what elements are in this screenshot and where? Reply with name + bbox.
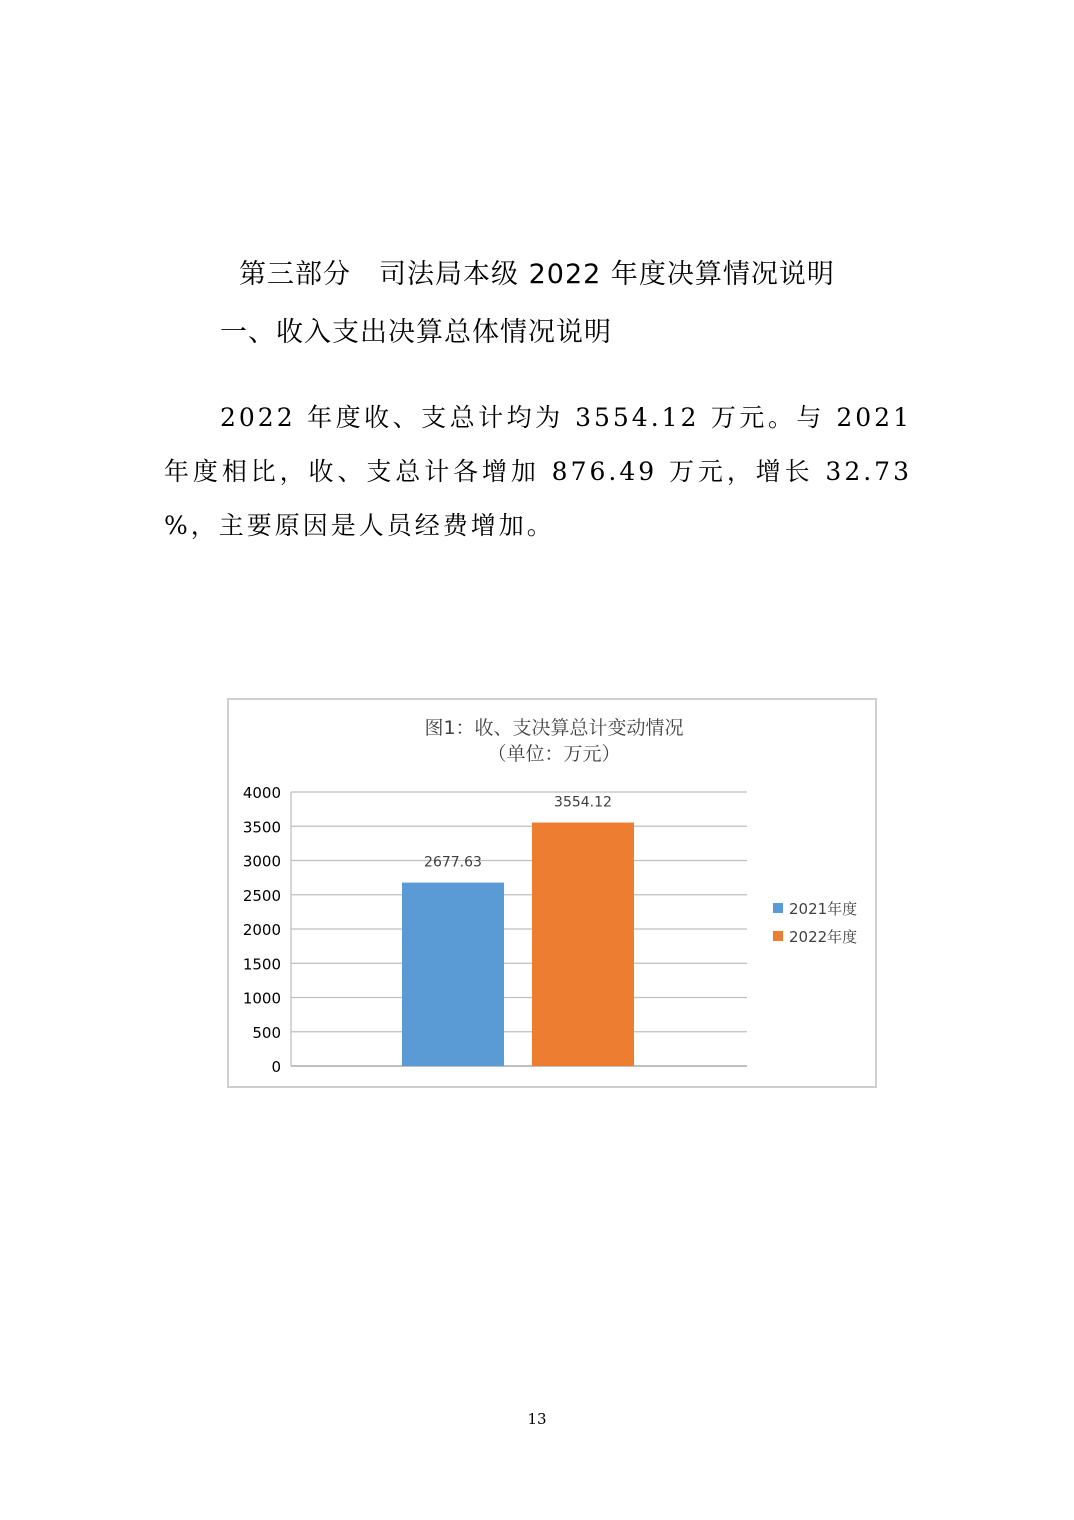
- y-axis-ticks: [243, 784, 281, 1076]
- y-tick-label: 500: [252, 1023, 281, 1042]
- legend-label: 2022年度: [789, 928, 858, 946]
- summary-paragraph: 2022 年度收、支总计均为 3554.12 万元。与 2021 年度相比，收、支总计各增加 876.49 万元，增长 32.73 %，主要原因是人员经费增加。: [164, 403, 912, 540]
- y-tick-label: 0: [271, 1058, 281, 1076]
- legend-swatch: [773, 931, 783, 941]
- part-title: 第三部分 司法局本级 2022 年度决算情况说明: [239, 259, 835, 290]
- legend-swatch: [773, 903, 783, 913]
- y-tick-label: 3500: [242, 818, 281, 837]
- data-label: 3554.12: [554, 794, 612, 811]
- bar-2021年度: [402, 883, 504, 1066]
- y-tick-label: 2500: [242, 886, 281, 905]
- data-label: 2677.63: [424, 854, 482, 871]
- legend-label: 2021年度: [789, 900, 858, 918]
- y-tick-label: 4000: [242, 784, 281, 802]
- y-tick-label: 2000: [242, 921, 281, 939]
- y-tick-label: 3000: [242, 852, 281, 871]
- bar-chart: [229, 700, 875, 1086]
- legend: [773, 900, 857, 946]
- y-tick-label: 1000: [242, 989, 281, 1008]
- section-title: 一、收入支出决算总体情况说明: [220, 317, 612, 348]
- y-tick-label: 1500: [242, 955, 281, 974]
- chart-title: 图1：收、支决算总计变动情况: [424, 717, 684, 739]
- bar-2022年度: [532, 823, 634, 1066]
- chart-subtitle: （单位：万元）: [487, 743, 621, 765]
- page-number: 13: [527, 1410, 547, 1428]
- gridlines: [291, 792, 747, 1066]
- chart-frame: [227, 698, 877, 1088]
